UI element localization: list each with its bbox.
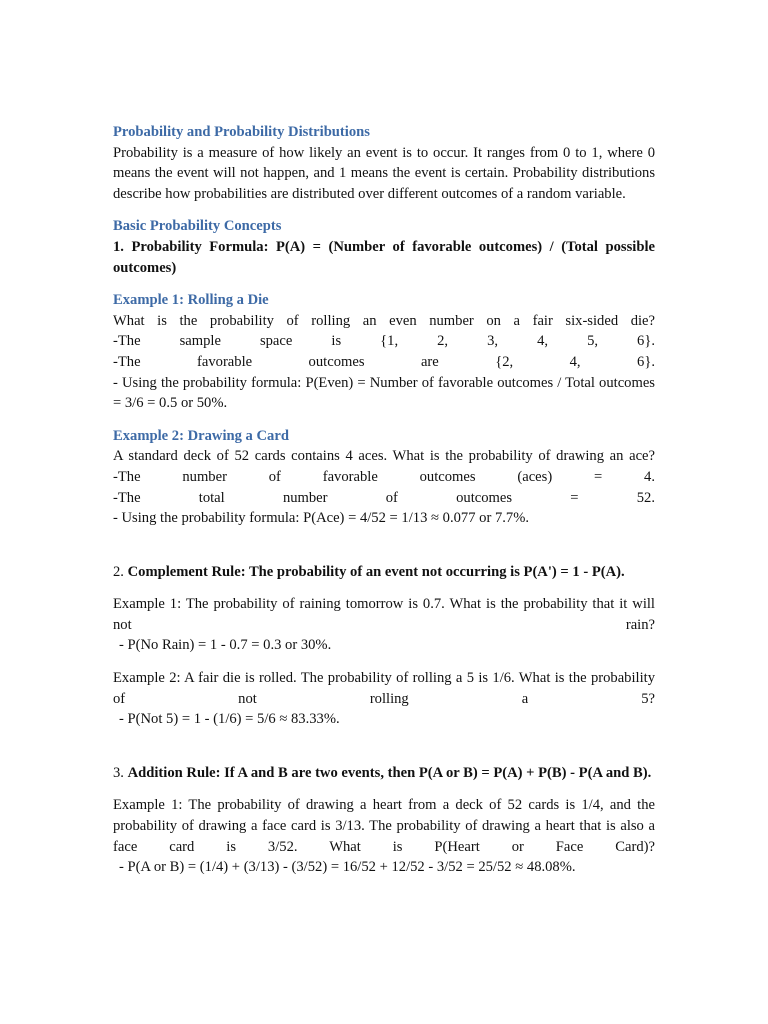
spacer — [113, 414, 655, 426]
complement-example2-answer: - P(Not 5) = 1 - (1/6) = 5/6 ≈ 83.33%. — [119, 711, 340, 728]
complement-example2-question: Example 2: A fair die is rolled. The probability of rolling a 5 is 1/6. What is the probability of not rolling a 5? — [113, 670, 655, 707]
addition-rule-number: 3. — [113, 764, 124, 781]
document-page — [113, 122, 655, 878]
intro-paragraph: Probability is a measure of how likely an event is to occur. It ranges from 0 to 1, where 0 means the event will not happen, and 1 means the event is certain. Probability distributions describe how probabilities are distributed over different outcomes of a random variable. — [113, 144, 655, 202]
spacer — [113, 730, 655, 763]
spacer — [113, 582, 655, 594]
example1-heading: Example 1: Rolling a Die — [113, 292, 269, 309]
complement-rule-text: Complement Rule: The probability of an event not occurring is P(A') = 1 - P(A). — [127, 563, 625, 580]
example2-formula-use: - Using the probability formula: P(Ace) = 4/52 = 1/13 ≈ 0.077 or 7.7%. — [113, 510, 530, 527]
complement-rule — [113, 562, 655, 583]
probability-formula: 1. Probability Formula: P(A) = (Number of favorable outcomes) / (Total possible outcomes) — [113, 238, 655, 276]
example2-heading: Example 2: Drawing a Card — [113, 427, 289, 444]
complement-example2 — [113, 668, 655, 730]
spacer — [113, 278, 655, 290]
example1-sample-space: -The sample space is {1, 2, 3, 4, 5, 6}. — [113, 333, 655, 350]
spacer — [113, 656, 655, 668]
example2-total: -The total number of outcomes = 52. — [113, 489, 655, 506]
example1-body — [113, 311, 655, 414]
spacer — [113, 204, 655, 216]
addition-rule — [113, 763, 655, 784]
spacer — [113, 529, 655, 562]
basic-concepts-heading: Basic Probability Concepts — [113, 218, 282, 235]
addition-rule-text: Addition Rule: If A and B are two events, then P(A or B) = P(A) + P(B) - P(A and B). — [127, 764, 652, 781]
complement-example1-question: Example 1: The probability of raining tomorrow is 0.7. What is the probability that it will not rain? — [113, 596, 655, 633]
spacer — [113, 783, 655, 795]
complement-example1 — [113, 594, 655, 656]
example1-formula-use: - Using the probability formula: P(Even) = Number of favorable outcomes / Total outcomes = 3/6 = 0.5 or 50%. — [113, 374, 655, 412]
complement-example1-answer: - P(No Rain) = 1 - 0.7 = 0.3 or 30%. — [119, 637, 332, 654]
complement-rule-number: 2. — [113, 563, 124, 580]
addition-example1-question: Example 1: The probability of drawing a heart from a deck of 52 cards is 1/4, and the probability of drawing a face card is 3/13. The probability of drawing a heart that is also a face card is 3/52. What is P(Heart or Face Card)? — [113, 797, 655, 855]
example2-body — [113, 446, 655, 528]
addition-example1-answer: - P(A or B) = (1/4) + (3/13) - (3/52) = 16/52 + 12/52 - 3/52 = 25/52 ≈ 48.08%. — [119, 859, 576, 876]
document-title: Probability and Probability Distributions — [113, 124, 370, 140]
example2-favorable: -The number of favorable outcomes (aces) = 4. — [113, 468, 655, 485]
example2-question: A standard deck of 52 cards contains 4 aces. What is the probability of drawing an ace? — [113, 448, 655, 465]
example1-question: What is the probability of rolling an even number on a fair six-sided die? — [113, 312, 655, 329]
example1-favorable: -The favorable outcomes are {2, 4, 6}. — [113, 353, 655, 370]
addition-example1 — [113, 795, 655, 877]
